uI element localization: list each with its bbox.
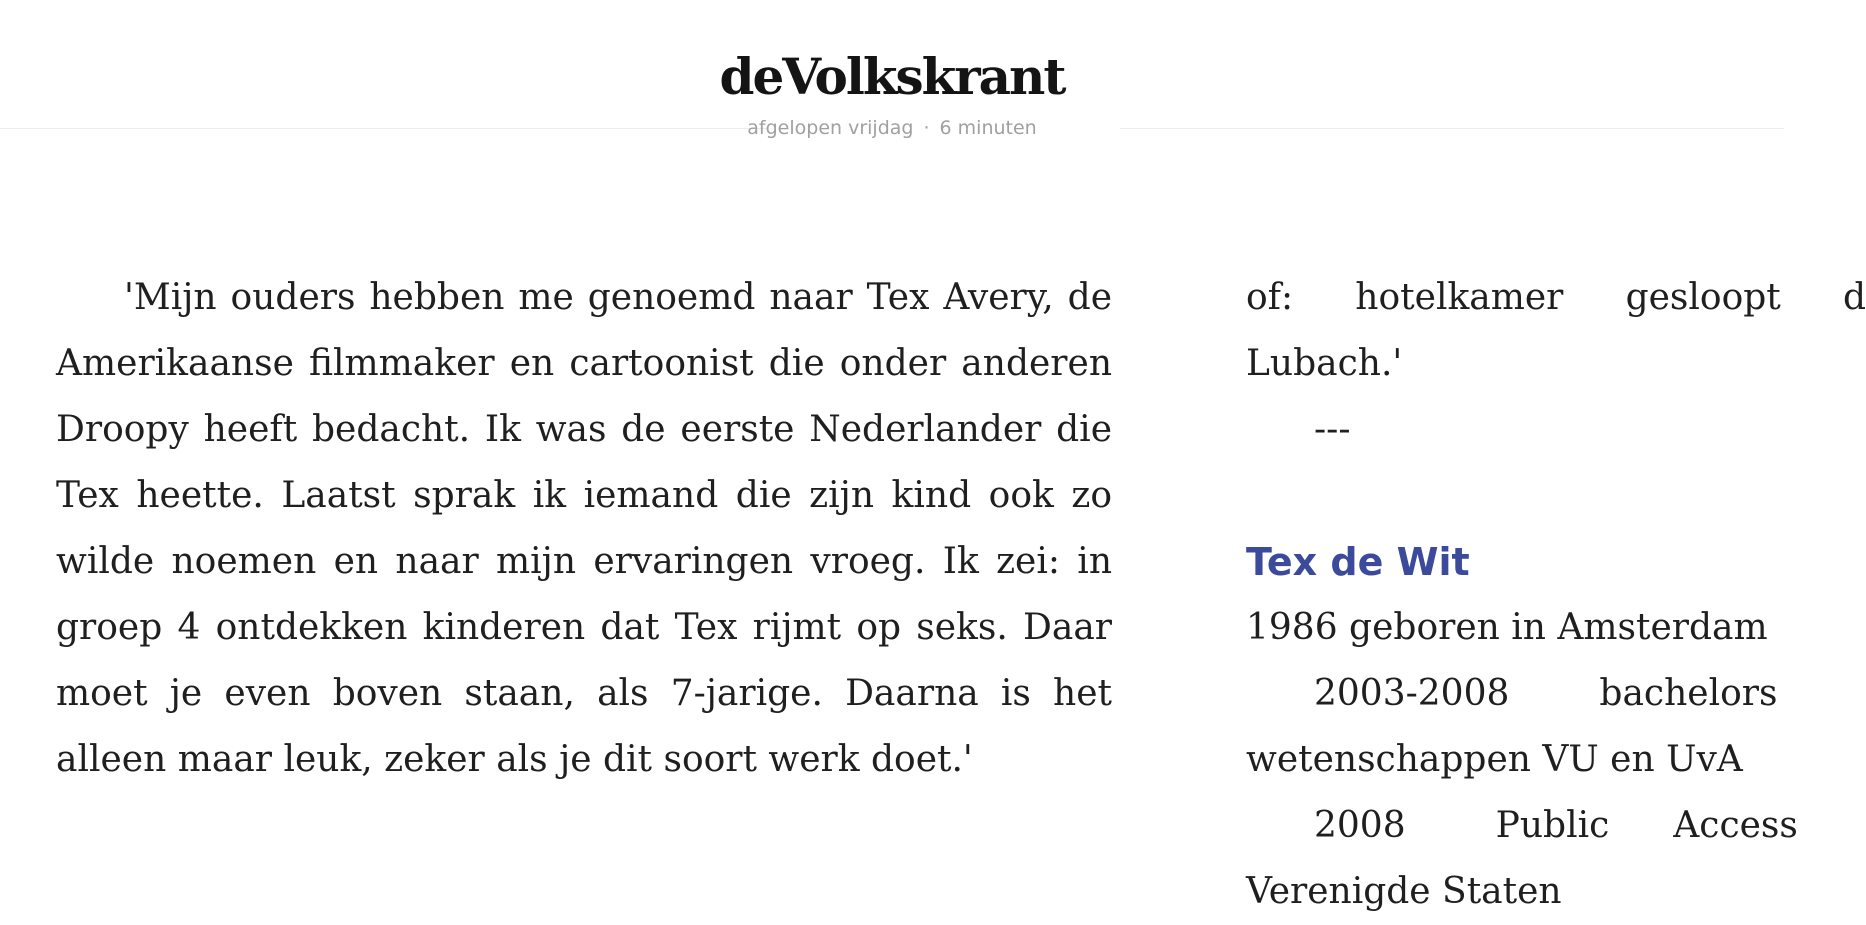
section-separator: --- [1314, 409, 1351, 450]
bio-line: 1986 geboren in Amsterdam [1246, 607, 1768, 648]
spacer [1246, 463, 1866, 529]
publication-logo[interactable]: deVolkskrant [719, 47, 1065, 106]
bio-line: wetenschappen VU en UvA [1246, 739, 1743, 780]
bio-text: bachelors [1599, 673, 1778, 714]
bio-year: 2008 [1314, 805, 1406, 846]
bio-year: 2003-2008 [1314, 673, 1510, 714]
article-column-right [1246, 265, 1866, 925]
bio-heading: Tex de Wit [1246, 540, 1470, 584]
article-paragraph-continuation: of: hotelkamer gesloopt d Lubach.' [1246, 277, 1866, 384]
reading-time: 6 minuten [939, 117, 1037, 139]
article-paragraph: 'Mijn ouders hebben me genoemd naar Tex Avery, de Amerikaanse filmmaker en cartoonist die onder anderen Droopy heeft bedacht. Ik was de eerste Nederlander die Tex heette. Laatst sprak ik iemand die zijn kind ook zo wilde noemen en naar mijn ervaringen vroeg. Ik zei: in groep 4 ontdekken kinderen dat Tex rijmt op seks. Daar moet je even boven staan, als 7-jarige. Daarna is het alleen maar leuk, zeker als je dit soort werk doet.' [56, 277, 1112, 780]
meta-separator: · [923, 117, 930, 139]
bio-line: Verenigde Staten [1246, 871, 1562, 912]
article-column-left [56, 265, 1112, 793]
bio-text: Public [1495, 805, 1610, 846]
article-header [0, 0, 1784, 140]
publish-date: afgelopen vrijdag [747, 117, 914, 139]
bio-line [1246, 793, 1866, 859]
bio-text: Access [1673, 805, 1798, 846]
bio-line [1246, 661, 1866, 727]
article-meta [0, 116, 1784, 140]
